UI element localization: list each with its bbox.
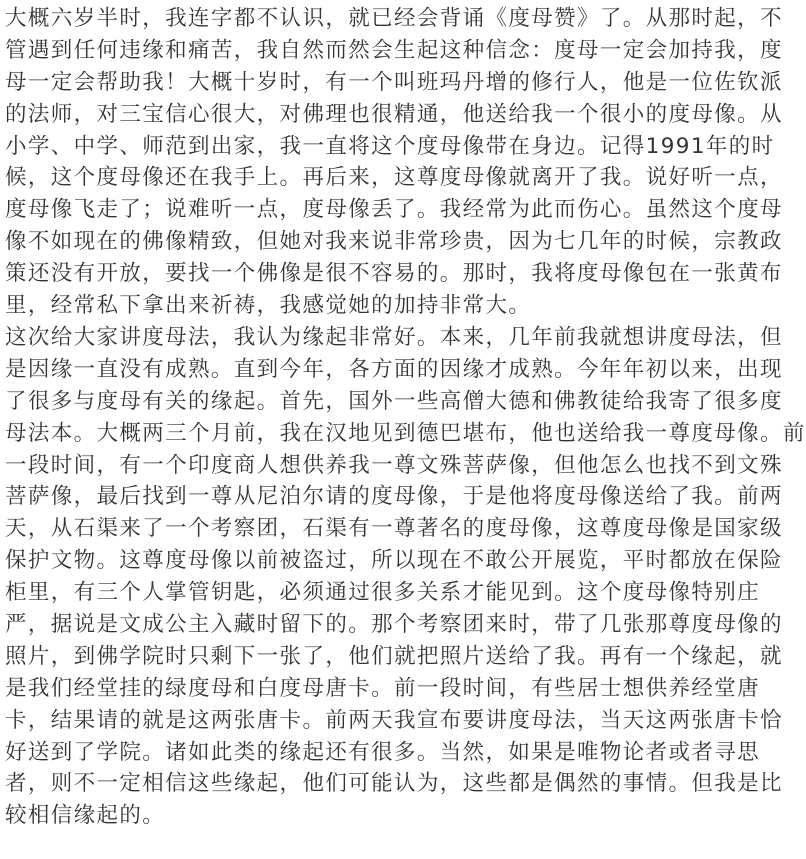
text-line: 小学、中学、师范到出家，我一直将这个度母像带在身边。记得1991年的时	[5, 133, 775, 159]
text-line: 大概六岁半时，我连字都不认识，就已经会背诵《度母赞》了。从那时起，不	[5, 6, 783, 31]
paragraph-1	[5, 3, 783, 322]
text-line: 严，据说是文成公主入藏时留下的。那个考察团来时，带了几张那尊度母像的	[5, 612, 783, 638]
text-line: 保护文物。这尊度母像以前被盗过，所以现在不敢公开展览，平时都放在保险	[5, 548, 783, 574]
text-line: 一段时间，有一个印度商人想供养我一尊文殊菩萨像，但他怎么也找不到文殊	[5, 452, 783, 478]
paragraph-2	[5, 322, 806, 832]
text-line: 菩萨像，最后找到一尊从尼泊尔请的度母像，于是他将度母像送给了我。前两	[5, 484, 783, 510]
text-line: 的法师，对三宝信心很大，对佛理也很精通，他送给我一个很小的度母像。从	[5, 101, 783, 127]
text-line: 管遇到任何违缘和痛苦，我自然而然会生起这种信念：度母一定会加持我，度	[5, 37, 783, 63]
text-line: 候，这个度母像还在我手上。再后来，这尊度母像就离开了我。说好听一点，	[5, 165, 783, 191]
text-line: 这次给大家讲度母法，我认为缘起非常好。本来，几年前我就想讲度母法，但	[5, 325, 783, 350]
text-line: 里，经常私下拿出来祈祷，我感觉她的加持非常大。	[5, 293, 532, 319]
text-line: 是因缘一直没有成熟。直到今年，各方面的因缘才成熟。今年年初以来，出现	[5, 356, 783, 382]
text-line: 母法本。大概两三个月前，我在汉地见到德巴堪布，他也送给我一尊度母像。前	[5, 420, 806, 446]
text-line: 策还没有开放，要找一个佛像是很不容易的。那时，我将度母像包在一张黄布	[5, 261, 783, 287]
text-line: 卡，结果请的就是这两张唐卡。前两天我宣布要讲度母法，当天这两张唐卡恰	[5, 707, 783, 733]
text-line: 照片，到佛学院时只剩下一张了，他们就把照片送给了我。再有一个缘起，就	[5, 643, 783, 669]
text-line: 好送到了学院。诸如此类的缘起还有很多。当然，如果是唯物论者或者寻思	[5, 739, 761, 765]
text-line: 是我们经堂挂的绿度母和白度母唐卡。前一段时间，有些居士想供养经堂唐	[5, 675, 761, 701]
text-line: 者，则不一定相信这些缘起，他们可能认为，这些都是偶然的事情。但我是比	[5, 771, 783, 797]
text-line: 天，从石渠来了一个考察团，石渠有一尊著名的度母像，这尊度母像是国家级	[5, 516, 783, 542]
text-line: 母一定会帮助我！大概十岁时，有一个叫班玛丹增的修行人，他是一位佐钦派	[5, 69, 783, 95]
text-line: 较相信缘起的。	[5, 803, 166, 829]
text-line: 了很多与度母有关的缘起。首先，国外一些高僧大德和佛教徒给我寄了很多度	[5, 388, 783, 414]
text-line: 柜里，有三个人掌管钥匙，必须通过很多关系才能见到。这个度母像特别庄	[5, 580, 761, 606]
text-line: 像不如现在的佛像精致，但她对我来说非常珍贵，因为七几年的时候，宗教政	[5, 229, 783, 255]
text-line: 度母像飞走了；说难听一点，度母像丢了。我经常为此而伤心。虽然这个度母	[5, 197, 783, 223]
